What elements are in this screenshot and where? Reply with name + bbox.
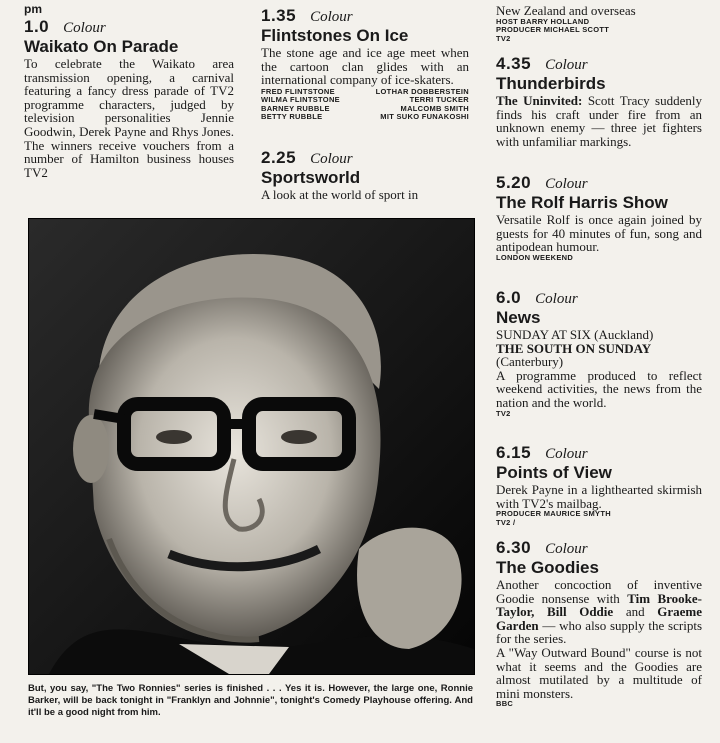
cast-actor: MALCOMB SMITH [400,103,469,113]
programme-title: The Rolf Harris Show [496,193,668,212]
colour-label: Colour [535,291,578,307]
time: 6.30 [496,538,532,557]
programme-title: Waikato On Parade [24,37,179,56]
description-text: — who also supply the scripts for the series. [496,617,703,647]
time: 2.25 [261,148,297,167]
network-credit: LONDON WEEKEND [496,252,574,262]
programme-description: The stone age and ice age meet when the cartoon clan glides with an international company of ice-skaters. [261,45,469,88]
cast-role: WILMA FLINTSTONE [261,95,340,105]
time-row [496,443,702,463]
time: 1.35 [261,6,297,25]
listing-rolf-harris [496,173,702,262]
time: 1.0 [24,17,50,36]
programme-title: Sportsworld [261,168,361,187]
cast-name: Graeme Garden [496,604,702,633]
conjunction: and [625,604,645,620]
producer-credit: PRODUCER MICHAEL SCOTT [496,25,610,35]
cast-row [261,113,469,122]
time-row [24,17,234,37]
programme-description [496,578,702,646]
photo-caption: But, you say, "The Two Ronnies" series is finished . . . Yes it is. However, the large one, Ronnie Barker, will be back tonight in "Franklyn and Johnnie", tonight's Comedy Playhouse offering. And it'll be a good night from him. [28,683,473,718]
listing-waikato [24,17,234,179]
cast-actor: TERRI TUCKER [409,95,469,105]
regional-programme: SUNDAY AT SIX [496,327,591,342]
cast-names: Tim Brooke-Taylor, Bill Oddie [496,590,702,620]
portrait-image [29,219,474,674]
time: 6.15 [496,443,532,462]
programme-title: Flintstones On Ice [261,26,409,45]
listing-goodies [496,538,702,709]
colour-label: Colour [545,446,588,462]
time: 6.0 [496,288,522,307]
time: 5.20 [496,173,532,192]
pm-label: pm [24,2,42,16]
listing-news [496,288,702,418]
colour-label: Colour [310,151,353,167]
programme-title: News [496,308,541,327]
listing-thunderbirds [496,54,702,148]
cast-role: BARNEY RUBBLE [261,103,330,113]
cast-role: FRED FLINTSTONE [261,86,335,96]
colour-label: Colour [545,541,588,557]
listing-sportsworld [261,148,469,202]
network-credit: BBC [496,699,514,709]
description-text: Another concoction of inventive Goodie nonsense with [496,577,702,606]
episode-title: The Uninvited: [496,93,583,108]
colour-label: Colour [545,176,588,192]
region: (Auckland) [594,327,654,342]
programme-title: Points of View [496,463,612,482]
network-credit: TV2 [496,33,511,43]
region: (Canterbury) [496,354,564,370]
programme-description [496,94,702,148]
time-row [496,538,702,558]
programme-description: To celebrate the Waikato area transmission opening, a carnival featuring a fancy dress parade of TV2 programme characters, judged by television personalities Jennie Goodwin, Derek Payne and Rhys Jones. The winners receive vouchers from a number of Hamilton business houses TV2 [24,56,234,180]
listing-flintstones [261,6,469,122]
regional-line [496,342,702,369]
network-credit: TV2 [496,408,511,418]
programme-description: A look at the world of sport in [261,187,419,202]
ronnie-barker-photo [28,218,475,675]
colour-label: Colour [310,9,353,25]
episode-synopsis: Scott Tracy suddenly finds his craft under fire from an unknown enemy — three jet fighters with unfamiliar markings. [496,93,702,149]
producer-credit: PRODUCER MAURICE SMYTH [496,509,611,519]
colour-label: Colour [63,20,106,36]
host-credit: HOST BARRY HOLLAND [496,16,590,26]
programme-description: New Zealand and overseas [496,3,636,18]
colour-label: Colour [545,57,588,73]
network-credit: TV2 / [496,517,516,527]
time-row [496,54,702,74]
listing-points-of-view [496,443,702,527]
programme-description: A programme produced to reflect weekend activities, the news from the nation and the world. [496,367,702,410]
time-row [261,6,469,26]
cast-list [261,88,469,122]
programme-title: The Goodies [496,558,599,577]
cast-role: BETTY RUBBLE [261,112,323,122]
programme-description: Versatile Rolf is once again joined by guests for 40 minutes of fun, song and antipodean humour. [496,212,702,255]
programme-description: Derek Payne in a lighthearted skirmish with TV2's mailbag. [496,482,702,511]
time-row [496,288,702,308]
cast-actor: LOTHAR DOBBERSTEIN [375,86,469,96]
regional-line [496,328,702,342]
episode-synopsis: A "Way Outward Bound" course is not what it seems and the Goodies are almost mutilated by a multitude of mini monsters. [496,644,702,701]
regional-programme: THE SOUTH ON SUNDAY [496,340,652,356]
time-row [496,173,702,193]
time: 4.35 [496,54,532,73]
programme-title: Thunderbirds [496,74,606,93]
time-row [261,148,469,168]
listing-sportsworld-continued [496,4,702,43]
cast-actor: MIT SUKO FUNAKOSHI [380,112,469,122]
